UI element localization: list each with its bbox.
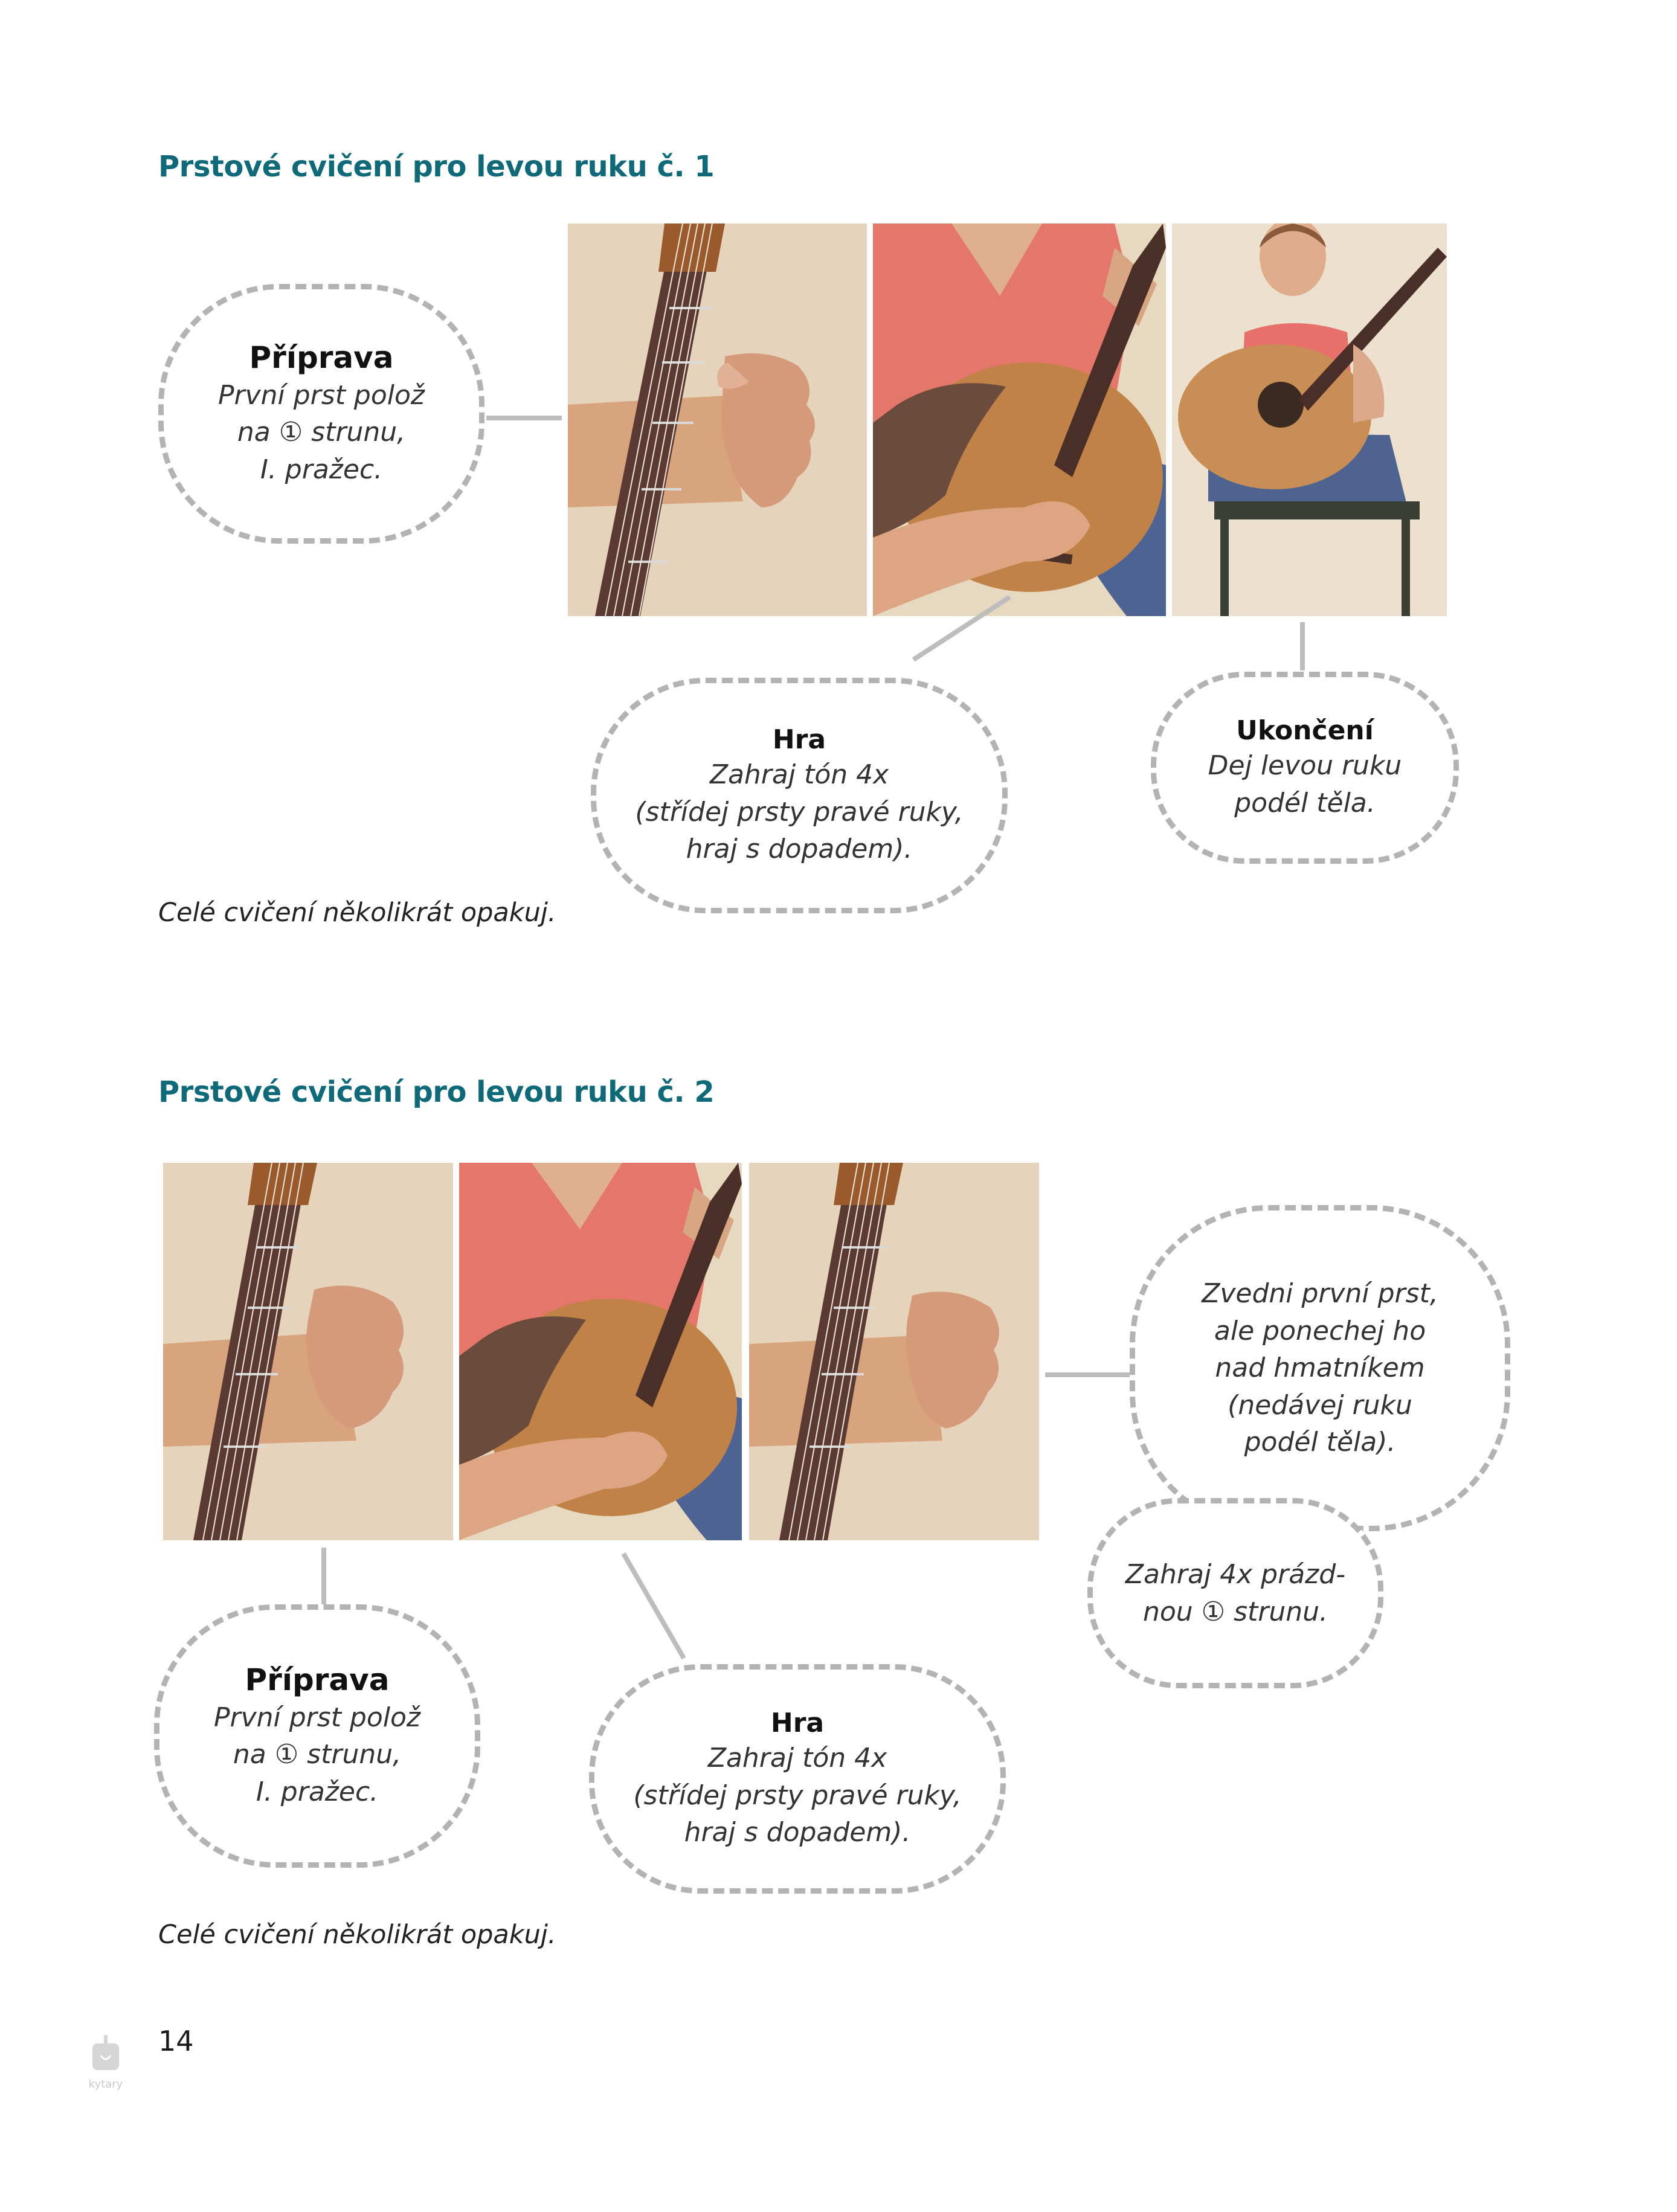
fretboard-hand-illustration	[163, 1163, 453, 1540]
guitar-logo-icon	[88, 2033, 124, 2075]
open-string-bubble	[1087, 1498, 1383, 1688]
prep-title: Příprava	[245, 1662, 390, 1698]
play-text: Zahraj tón 4x (střídej prsty pravé ruky, hraj s dopadem).	[633, 1743, 962, 1848]
connector-line	[622, 1552, 686, 1659]
page-number: 14	[158, 2025, 194, 2057]
fretboard-hand-illustration	[568, 223, 867, 616]
girl-seated-with-guitar-illustration	[1172, 223, 1447, 616]
prep-text: První prst polož na ① strunu, I. pražec.	[213, 1702, 421, 1808]
logo-text: kytary	[88, 2078, 123, 2091]
end-text: Dej levou ruku podél těla.	[1208, 750, 1402, 818]
section1-heading: Prstové cvičení pro levou ruku č. 1	[158, 150, 715, 184]
repeat-note: Celé cvičení několikrát opakuj.	[158, 898, 556, 928]
end-bubble	[1151, 672, 1459, 864]
connector-line	[321, 1548, 326, 1608]
connector-line	[1300, 622, 1305, 670]
play-bubble	[591, 678, 1008, 913]
section2-heading: Prstové cvičení pro levou ruku č. 2	[158, 1075, 715, 1109]
play-title: Hra	[772, 724, 826, 756]
lift-finger-text: Zvedni první prst, ale ponechej ho nad hmatníkem (nedávej ruku podél těla).	[1202, 1278, 1438, 1458]
connector-line	[1045, 1372, 1130, 1377]
open-string-text: Zahraj 4x prázd- nou ① strunu.	[1125, 1558, 1346, 1627]
play-bubble	[589, 1664, 1006, 1894]
play-title: Hra	[770, 1708, 825, 1739]
connector-line	[486, 416, 562, 420]
prep-bubble	[158, 284, 484, 544]
prep-title: Příprava	[249, 340, 394, 376]
repeat-note: Celé cvičení několikrát opakuj.	[158, 1920, 556, 1950]
end-title: Ukončení	[1236, 715, 1374, 746]
boy-playing-guitar-illustration	[873, 223, 1166, 616]
play-text: Zahraj tón 4x (střídej prsty pravé ruky, hraj s dopadem).	[635, 759, 964, 865]
kytary-logo	[82, 2033, 130, 2091]
prep-bubble	[154, 1604, 480, 1868]
boy-playing-guitar-illustration	[459, 1163, 742, 1540]
prep-text: První prst polož na ① strunu, I. pražec.	[217, 379, 425, 486]
lift-finger-bubble	[1130, 1205, 1510, 1531]
fretboard-hand-illustration	[749, 1163, 1039, 1540]
